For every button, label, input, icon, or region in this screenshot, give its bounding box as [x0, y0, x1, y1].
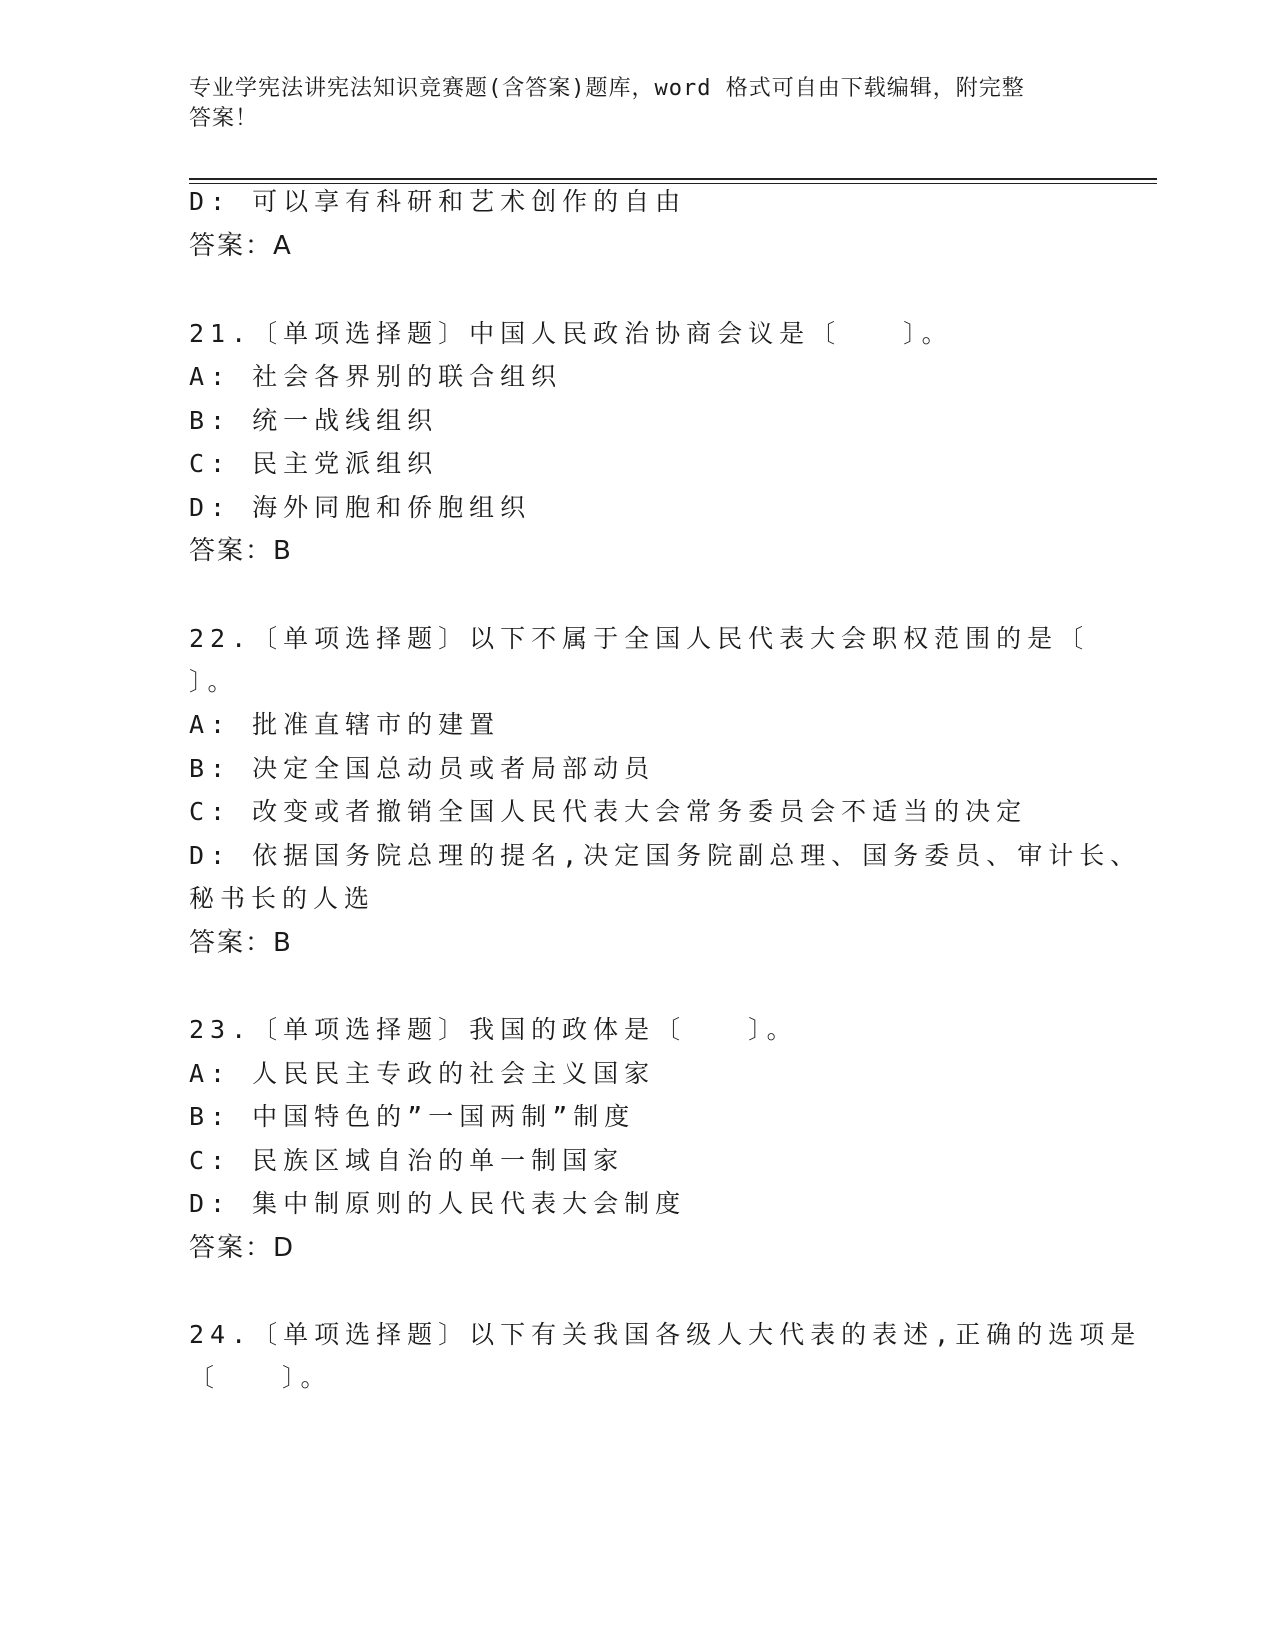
q22-option-c: C: 改变或者撤销全国人民代表大会常务委员会不适当的决定	[189, 797, 1028, 826]
q21-option-b: B: 统一战线组织	[189, 406, 439, 435]
header-line-1: 专业学宪法讲宪法知识竞赛题(含答案)题库，word 格式可自由下载编辑，附完整	[189, 76, 1025, 101]
page-header	[189, 74, 1069, 134]
q22-option-a: A: 批准直辖市的建置	[189, 710, 501, 739]
q23-option-c: C: 民族区域自治的单一制国家	[189, 1146, 625, 1175]
q21-answer: 答案：B	[189, 536, 293, 566]
q23-option-b: B: 中国特色的”一国两制”制度	[189, 1102, 636, 1131]
q23-option-a: A: 人民民主专政的社会主义国家	[189, 1059, 656, 1088]
q22-stem-line-1: 22.〔单项选择题〕以下不属于全国人民代表大会职权范围的是〔	[189, 624, 1090, 653]
header-divider-top	[189, 178, 1157, 180]
q23-option-d: D: 集中制原则的人民代表大会制度	[189, 1189, 687, 1218]
q23-stem: 23.〔单项选择题〕我国的政体是〔 〕。	[189, 1015, 798, 1044]
q21-option-a: A: 社会各界别的联合组织	[189, 362, 563, 391]
q24-stem-line-2: 〔 〕。	[189, 1363, 332, 1392]
prev-answer: 答案：A	[189, 231, 293, 261]
q22-stem-line-2: 〕。	[189, 667, 239, 696]
q22-option-d-line-2: 秘书长的人选	[189, 884, 376, 913]
q22-option-d-line-1: D: 依据国务院总理的提名,决定国务院副总理、国务委员、审计长、	[189, 841, 1142, 870]
q21-option-c: C: 民主党派组织	[189, 449, 439, 478]
header-line-2: 答案！	[189, 106, 259, 131]
q24-stem-line-1: 24.〔单项选择题〕以下有关我国各级人大代表的表述,正确的选项是	[189, 1320, 1142, 1349]
q21-option-d: D: 海外同胞和侨胞组织	[189, 493, 532, 522]
q22-option-b: B: 决定全国总动员或者局部动员	[189, 754, 656, 783]
q21-stem: 21.〔单项选择题〕中国人民政治协商会议是〔 〕。	[189, 319, 953, 348]
prev-option-d: D: 可以享有科研和艺术创作的自由	[189, 187, 687, 216]
q23-answer: 答案：D	[189, 1233, 296, 1263]
header-divider-bottom	[189, 183, 1157, 184]
q22-answer: 答案：B	[189, 928, 293, 958]
